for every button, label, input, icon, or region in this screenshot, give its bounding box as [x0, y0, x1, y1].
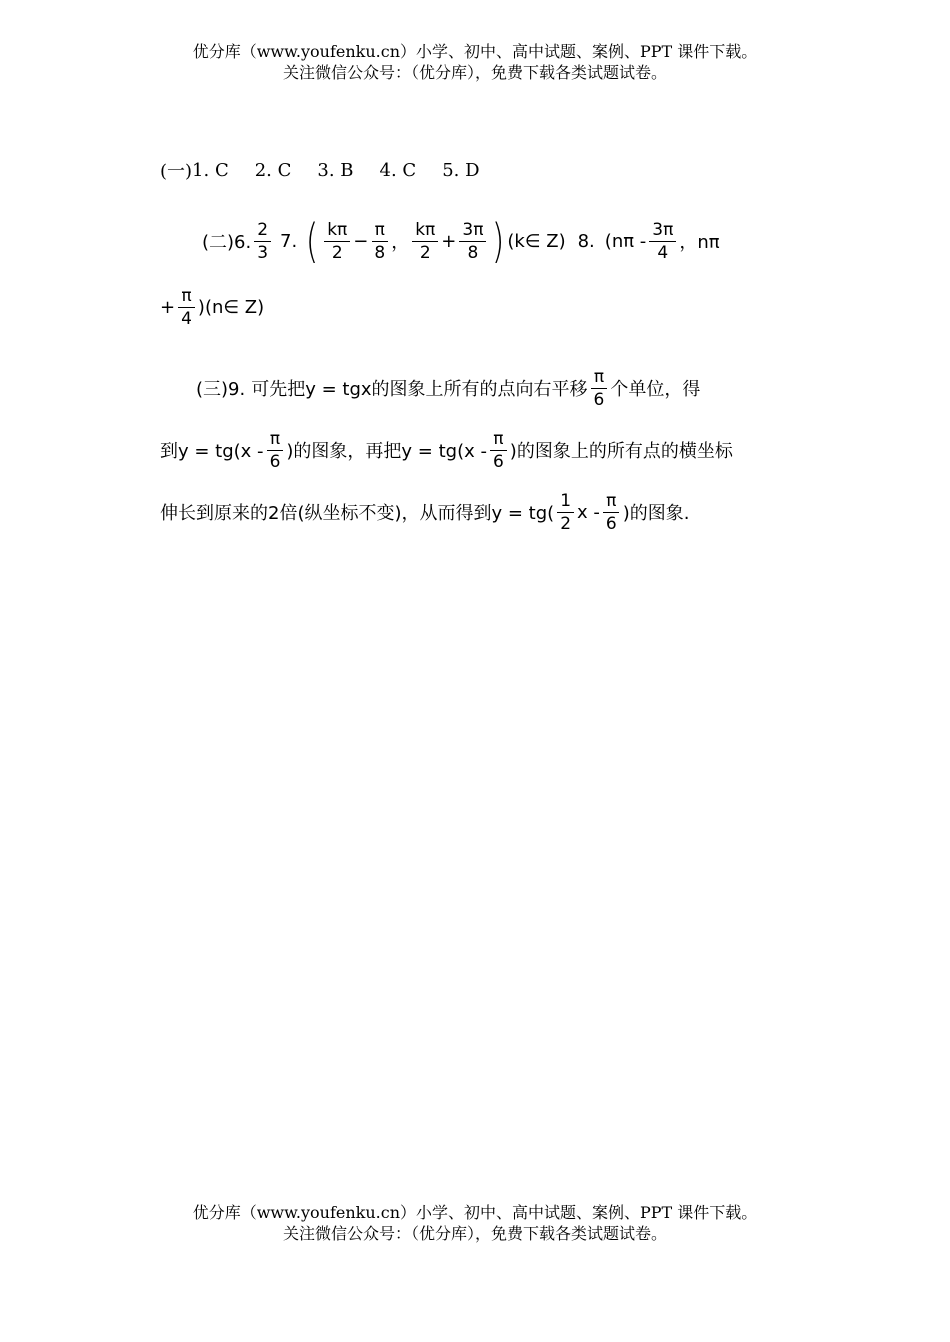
part3-text-4: )的图象，再把y = tg(x -: [286, 441, 487, 462]
q8-mid: ，nπ: [679, 232, 720, 253]
header-line-1: 优分库（www.youfenku.cn）小学、初中、高中试题、案例、PPT 课件下载。: [192, 42, 758, 61]
q7-minus: −: [353, 230, 369, 252]
q8-frac-2: $\frac{\pi}{4}$: [178, 285, 195, 330]
part2-label: (二)6.: [202, 232, 252, 253]
q7-frac-3: $\frac{k\pi}{2}$: [412, 219, 438, 264]
q8-label: 8.: [577, 230, 595, 252]
part3-frac-1: $\frac{\pi}{6}$: [591, 366, 608, 411]
part3-text-3: 到y = tg(x -: [160, 441, 264, 462]
answer-4: 4. C: [379, 159, 417, 181]
q8-plus: +: [160, 296, 176, 318]
footer-line-2: 关注微信公众号：（优分库），免费下载各类试题试卷。: [282, 1224, 667, 1243]
q7-condition: (k∈ Z): [507, 230, 566, 252]
answer-1: 1. C: [192, 159, 229, 181]
q7-frac-2: $\frac{\pi}{8}$: [371, 219, 388, 264]
part3-line-2: [160, 424, 733, 476]
part1-label: (一): [160, 161, 193, 182]
part2-line-2: [160, 282, 264, 332]
q8-frac-1: $\frac{3\pi}{4}$: [649, 219, 676, 264]
q7-plus: +: [441, 230, 457, 252]
part3-frac-2: $\frac{\pi}{6}$: [267, 428, 284, 473]
q6-fraction: $\frac{2}{3}$: [254, 219, 271, 264]
answer-5: 5. D: [442, 159, 480, 181]
part3-line-3: [160, 486, 689, 538]
footer-line-1: 优分库（www.youfenku.cn）小学、初中、高中试题、案例、PPT 课件下载。: [192, 1203, 758, 1222]
q8-start: (nπ -: [604, 230, 647, 252]
part2-line-1: (二)6. $\frac{2}{3}$ 7. ( $\frac{k\pi}{2}$ − $\frac{\pi}{8}$ ， $\frac{k\pi}{2}$ + $\frac{3\pi}{8}$ ) (k∈ Z) 8. (nπ - $\frac{3\pi}{4}$ ，nπ: [202, 214, 720, 268]
q7-frac-1: $\frac{k\pi}{2}$: [324, 219, 350, 264]
part3-text-8: )的图象.: [622, 503, 690, 524]
answer-2: 2. C: [254, 159, 292, 181]
part3-text-1: 可先把y = tgx的图象上所有的点向右平移: [251, 379, 588, 400]
answer-3: 3. B: [317, 159, 354, 181]
part3-label: (三)9.: [196, 379, 246, 400]
part3-line-1: [196, 362, 700, 414]
q7-frac-4: $\frac{3\pi}{8}$: [459, 219, 486, 264]
q7-comma: ，: [391, 232, 410, 253]
part3-text-7: x -: [577, 501, 600, 523]
part3-text-6: 伸长到原来的2倍(纵坐标不变)，从而得到y = tg(: [160, 503, 555, 524]
q7-label: 7.: [280, 230, 298, 252]
q8-condition: )(n∈ Z): [197, 296, 265, 318]
part1-line: [160, 158, 480, 182]
part3-frac-5: $\frac{\pi}{6}$: [603, 490, 620, 535]
part3-text-2: 个单位，得: [610, 379, 701, 400]
part3-text-5: )的图象上的所有点的横坐标: [509, 441, 733, 462]
header-line-2: 关注微信公众号：（优分库），免费下载各类试题试卷。: [282, 63, 667, 82]
part3-frac-4: $\frac{1}{2}$: [557, 490, 574, 535]
part3-frac-3: $\frac{\pi}{6}$: [490, 428, 507, 473]
